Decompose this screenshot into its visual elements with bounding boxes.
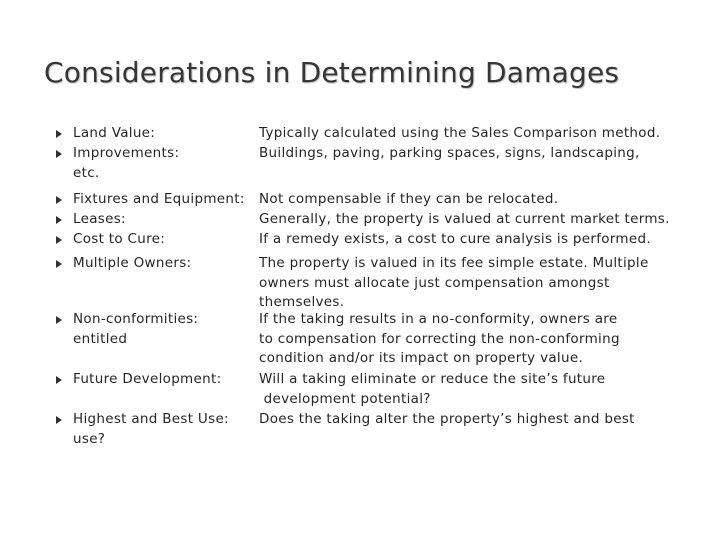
item-label: Improvements:	[73, 145, 180, 161]
triangle-bullet-icon	[56, 416, 62, 424]
item-description: Typically calculated using the Sales Comparison method.	[259, 125, 661, 141]
item-description: to compensation for correcting the non-conforming	[259, 330, 620, 347]
list-item	[0, 254, 720, 310]
item-description: Buildings, paving, parking spaces, signs, landscaping,	[259, 145, 640, 161]
item-description: Not compensable if they can be relocated.	[259, 191, 559, 207]
triangle-bullet-icon	[56, 216, 62, 224]
list-item	[0, 410, 720, 447]
item-label: Fixtures and Equipment:	[73, 191, 245, 207]
item-label: Non-conformities:	[73, 311, 199, 327]
item-label: etc.	[73, 164, 100, 181]
triangle-bullet-icon	[56, 196, 62, 204]
item-label: Multiple Owners:	[73, 255, 192, 271]
list-item	[0, 190, 720, 207]
list-item	[0, 144, 720, 181]
item-description: The property is valued in its fee simple estate. Multiple	[259, 255, 649, 271]
item-description: Does the taking alter the property’s highest and best	[259, 411, 635, 427]
list-item	[0, 124, 720, 141]
item-label: Future Development:	[73, 371, 222, 387]
item-description: development potential?	[259, 390, 431, 407]
item-description: owners must allocate just compensation amongst	[259, 274, 610, 291]
item-label: use?	[73, 430, 106, 447]
item-label: Highest and Best Use:	[73, 411, 229, 427]
triangle-bullet-icon	[56, 316, 62, 324]
triangle-bullet-icon	[56, 376, 62, 384]
item-description: Will a taking eliminate or reduce the site’s future	[259, 371, 606, 387]
item-label: Leases:	[73, 211, 126, 227]
list-item	[0, 210, 720, 227]
slide-title: Considerations in Determining Damages	[44, 56, 620, 89]
item-description: If the taking results in a no-conformity, owners are	[259, 311, 618, 327]
item-label: entitled	[73, 330, 128, 347]
item-label: Cost to Cure:	[73, 231, 166, 247]
item-description: If a remedy exists, a cost to cure analysis is performed.	[259, 231, 651, 247]
triangle-bullet-icon	[56, 236, 62, 244]
item-description: condition and/or its impact on property value.	[259, 350, 584, 366]
item-label: Land Value:	[73, 125, 156, 141]
list-item	[0, 310, 720, 366]
triangle-bullet-icon	[56, 150, 62, 158]
list-item	[0, 230, 720, 247]
list-item	[0, 370, 720, 407]
triangle-bullet-icon	[56, 130, 62, 138]
triangle-bullet-icon	[56, 260, 62, 268]
item-description: themselves.	[259, 294, 345, 310]
item-description: Generally, the property is valued at current market terms.	[259, 211, 670, 227]
